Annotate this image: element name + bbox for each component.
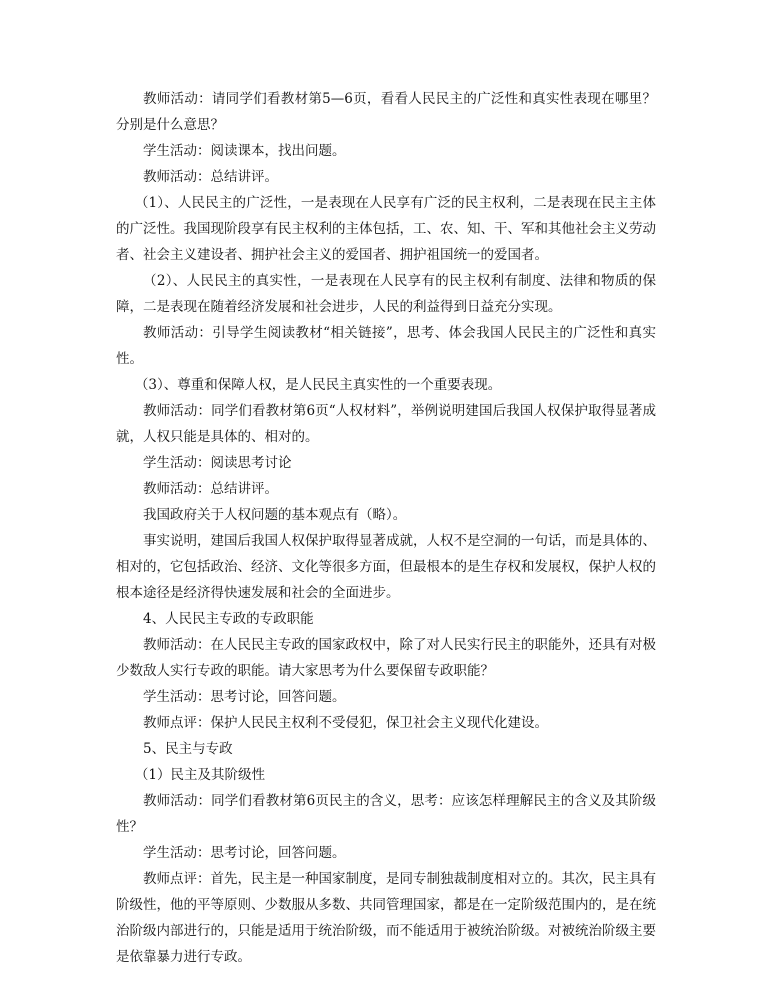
paragraph: 教师活动：总结讲评。 (143, 481, 278, 497)
section-heading: 5、民主与专政 (143, 741, 233, 757)
document-body (116, 86, 656, 970)
paragraph: 教师活动：总结讲评。 (143, 169, 278, 185)
paragraph: 学生活动：思考讨论，回答问题。 (143, 689, 346, 705)
paragraph: 我国政府关于人权问题的基本观点有（略）。 (143, 507, 407, 523)
section-heading: 4、人民民主专政的专政职能 (143, 611, 314, 627)
paragraph: 学生活动：思考讨论，回答问题。 (143, 845, 346, 861)
paragraph: 学生活动：阅读思考讨论 (143, 455, 292, 471)
paragraph: 教师活动：请同学们看教材第5—6页，看看人民民主的广泛性和真实性表现在哪里？分别是什么意思？ (116, 91, 656, 133)
paragraph: 教师活动：同学们看教材第6页民主的含义，思考：应该怎样理解民主的含义及其阶级性？ (116, 793, 656, 835)
paragraph: 教师点评：保护人民民主权利不受侵犯，保卫社会主义现代化建设。 (143, 715, 548, 731)
paragraph: 学生活动：阅读课本，找出问题。 (143, 143, 346, 159)
paragraph: 教师点评：首先，民主是一种国家制度，是同专制独裁制度相对立的。其次，民主具有阶级性，他的平等原则、少数服从多数、共同管理国家，都是在一定阶级范围内的，是在统治阶级内部进行的，只能是适用于统治阶级，而不能适用于被统治阶级。对被统治阶级主要是依靠暴力进行专政。 (116, 871, 656, 965)
paragraph: （2）、人民民主的真实性，一是表现在人民享有的民主权利有制度、法律和物质的保障，二是表现在随着经济发展和社会进步，人民的利益得到日益充分实现。 (116, 273, 656, 315)
paragraph: 教师活动：引导学生阅读教材“相关链接”，思考、体会我国人民民主的广泛性和真实性。 (116, 325, 656, 367)
paragraph: 教师活动：同学们看教材第6页“人权材料”，举例说明建国后我国人权保护取得显著成就，人权只能是具体的、相对的。 (116, 403, 656, 445)
paragraph: 教师活动：在人民民主专政的国家政权中，除了对人民实行民主的职能外，还具有对极少数敌人实行专政的职能。请大家思考为什么要保留专政职能？ (116, 637, 656, 679)
paragraph: （3）、尊重和保障人权，是人民民主真实性的一个重要表现。 (134, 377, 502, 393)
paragraph: （1）、人民民主的广泛性，一是表现在人民享有广泛的民主权利，二是表现在民主主体的广泛性。我国现阶段享有民主权利的主体包括，工、农、知、干、军和其他社会主义劳动者、社会主义建设者、拥护社会主义的爱国者、拥护祖国统一的爱国者。 (116, 195, 656, 263)
paragraph: 事实说明，建国后我国人权保护取得显著成就，人权不是空洞的一句话，而是具体的、相对的，它包括政治、经济、文化等很多方面，但最根本的是生存权和发展权，保护人权的根本途径是经济得快速发展和社会的全面进步。 (116, 533, 656, 601)
subsection-heading: （1）民主及其阶级性 (134, 767, 265, 783)
